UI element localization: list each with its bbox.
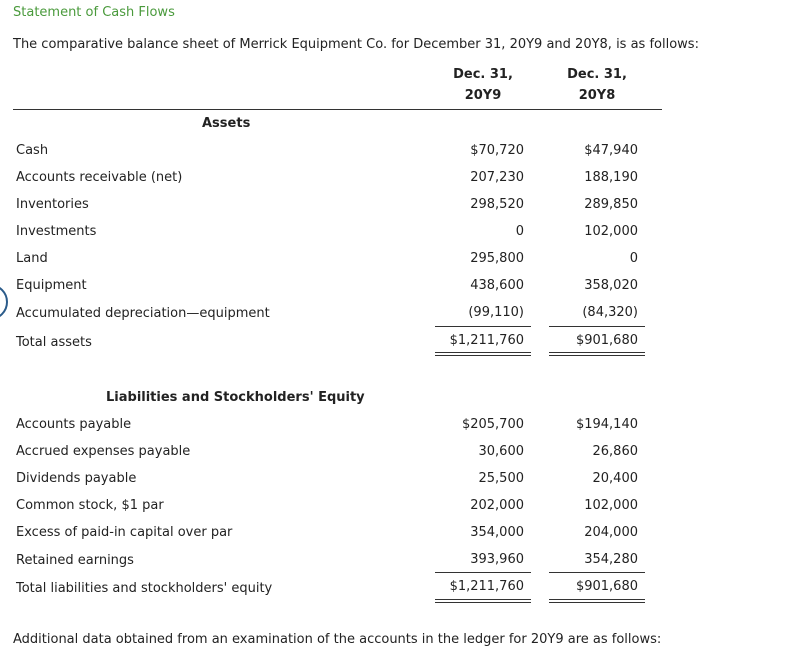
row-label-inventories: Inventories bbox=[16, 197, 89, 212]
header-divider bbox=[13, 109, 662, 110]
double-rule bbox=[435, 599, 531, 600]
row-label-accounts-payable: Accounts payable bbox=[16, 417, 132, 432]
footer-text: Additional data obtained from an examination of the accounts in the ledger for 20Y9 are as follows: bbox=[13, 632, 662, 647]
row-label-excess-paid-in-capital: Excess of paid-in capital over par bbox=[16, 525, 233, 540]
row-label-total-liabilities-equity: Total liabilities and stockholders' equity bbox=[16, 581, 273, 596]
liabilities-heading: Liabilities and Stockholders' Equity bbox=[106, 390, 365, 405]
row-label-common-stock: Common stock, $1 par bbox=[16, 498, 164, 513]
value-20y8: 0 bbox=[629, 251, 638, 266]
total-value-20y9: $1,211,760 bbox=[449, 333, 524, 348]
double-rule bbox=[549, 602, 645, 603]
subtotal-rule bbox=[435, 326, 531, 327]
column-header-20y9 bbox=[428, 65, 538, 106]
row-label-total-assets: Total assets bbox=[16, 335, 92, 350]
column-header-line1: Dec. 31, bbox=[453, 67, 513, 82]
row-label-dividends-payable: Dividends payable bbox=[16, 471, 137, 486]
value-20y9: 354,000 bbox=[470, 525, 524, 540]
value-20y8: 20,400 bbox=[592, 471, 638, 486]
value-20y9: 393,960 bbox=[470, 552, 524, 567]
value-20y8: (84,320) bbox=[582, 305, 638, 320]
double-rule bbox=[435, 352, 531, 353]
value-20y9: $70,720 bbox=[470, 143, 524, 158]
row-label-accrued-expenses: Accrued expenses payable bbox=[16, 444, 191, 459]
value-20y9: (99,110) bbox=[468, 305, 524, 320]
row-label-land: Land bbox=[16, 251, 48, 266]
row-label-cash: Cash bbox=[16, 143, 49, 158]
intro-text: The comparative balance sheet of Merrick Equipment Co. for December 31, 20Y9 and 20Y8, is as follows: bbox=[13, 37, 699, 52]
assets-heading: Assets bbox=[202, 116, 251, 131]
value-20y8: 102,000 bbox=[584, 224, 638, 239]
value-20y8: $47,940 bbox=[584, 143, 638, 158]
total-value-20y9: $1,211,760 bbox=[449, 579, 524, 594]
value-20y8: $194,140 bbox=[575, 417, 638, 432]
value-20y8: 26,860 bbox=[592, 444, 638, 459]
double-rule bbox=[549, 599, 645, 600]
double-rule bbox=[435, 355, 531, 356]
row-label-accounts-receivable: Accounts receivable (net) bbox=[16, 170, 183, 185]
value-20y8: 102,000 bbox=[584, 498, 638, 513]
double-rule bbox=[549, 352, 645, 353]
value-20y9: 202,000 bbox=[470, 498, 524, 513]
value-20y9: 438,600 bbox=[470, 278, 524, 293]
value-20y8: 354,280 bbox=[584, 552, 638, 567]
row-label-accumulated-depreciation: Accumulated depreciation—equipment bbox=[16, 306, 270, 321]
column-header-line2: 20Y8 bbox=[578, 88, 616, 103]
value-20y9: 30,600 bbox=[478, 444, 524, 459]
column-header-line2: 20Y9 bbox=[464, 88, 502, 103]
step-marker-circle bbox=[0, 284, 8, 320]
value-20y9: $205,700 bbox=[461, 417, 524, 432]
subtotal-rule bbox=[549, 326, 645, 327]
row-label-retained-earnings: Retained earnings bbox=[16, 553, 134, 568]
row-label-equipment: Equipment bbox=[16, 278, 87, 293]
total-value-20y8: $901,680 bbox=[575, 579, 638, 594]
value-20y9: 295,800 bbox=[470, 251, 524, 266]
value-20y8: 204,000 bbox=[584, 525, 638, 540]
double-rule bbox=[549, 355, 645, 356]
value-20y9: 207,230 bbox=[470, 170, 524, 185]
value-20y8: 358,020 bbox=[584, 278, 638, 293]
double-rule bbox=[435, 602, 531, 603]
page-title: Statement of Cash Flows bbox=[13, 5, 175, 20]
total-value-20y8: $901,680 bbox=[575, 333, 638, 348]
value-20y8: 188,190 bbox=[584, 170, 638, 185]
subtotal-rule bbox=[435, 572, 531, 573]
column-header-line1: Dec. 31, bbox=[567, 67, 627, 82]
value-20y9: 0 bbox=[515, 224, 524, 239]
row-label-investments: Investments bbox=[16, 224, 97, 239]
value-20y9: 25,500 bbox=[478, 471, 524, 486]
value-20y8: 289,850 bbox=[584, 197, 638, 212]
subtotal-rule bbox=[549, 572, 645, 573]
value-20y9: 298,520 bbox=[470, 197, 524, 212]
column-header-20y8 bbox=[542, 65, 652, 106]
